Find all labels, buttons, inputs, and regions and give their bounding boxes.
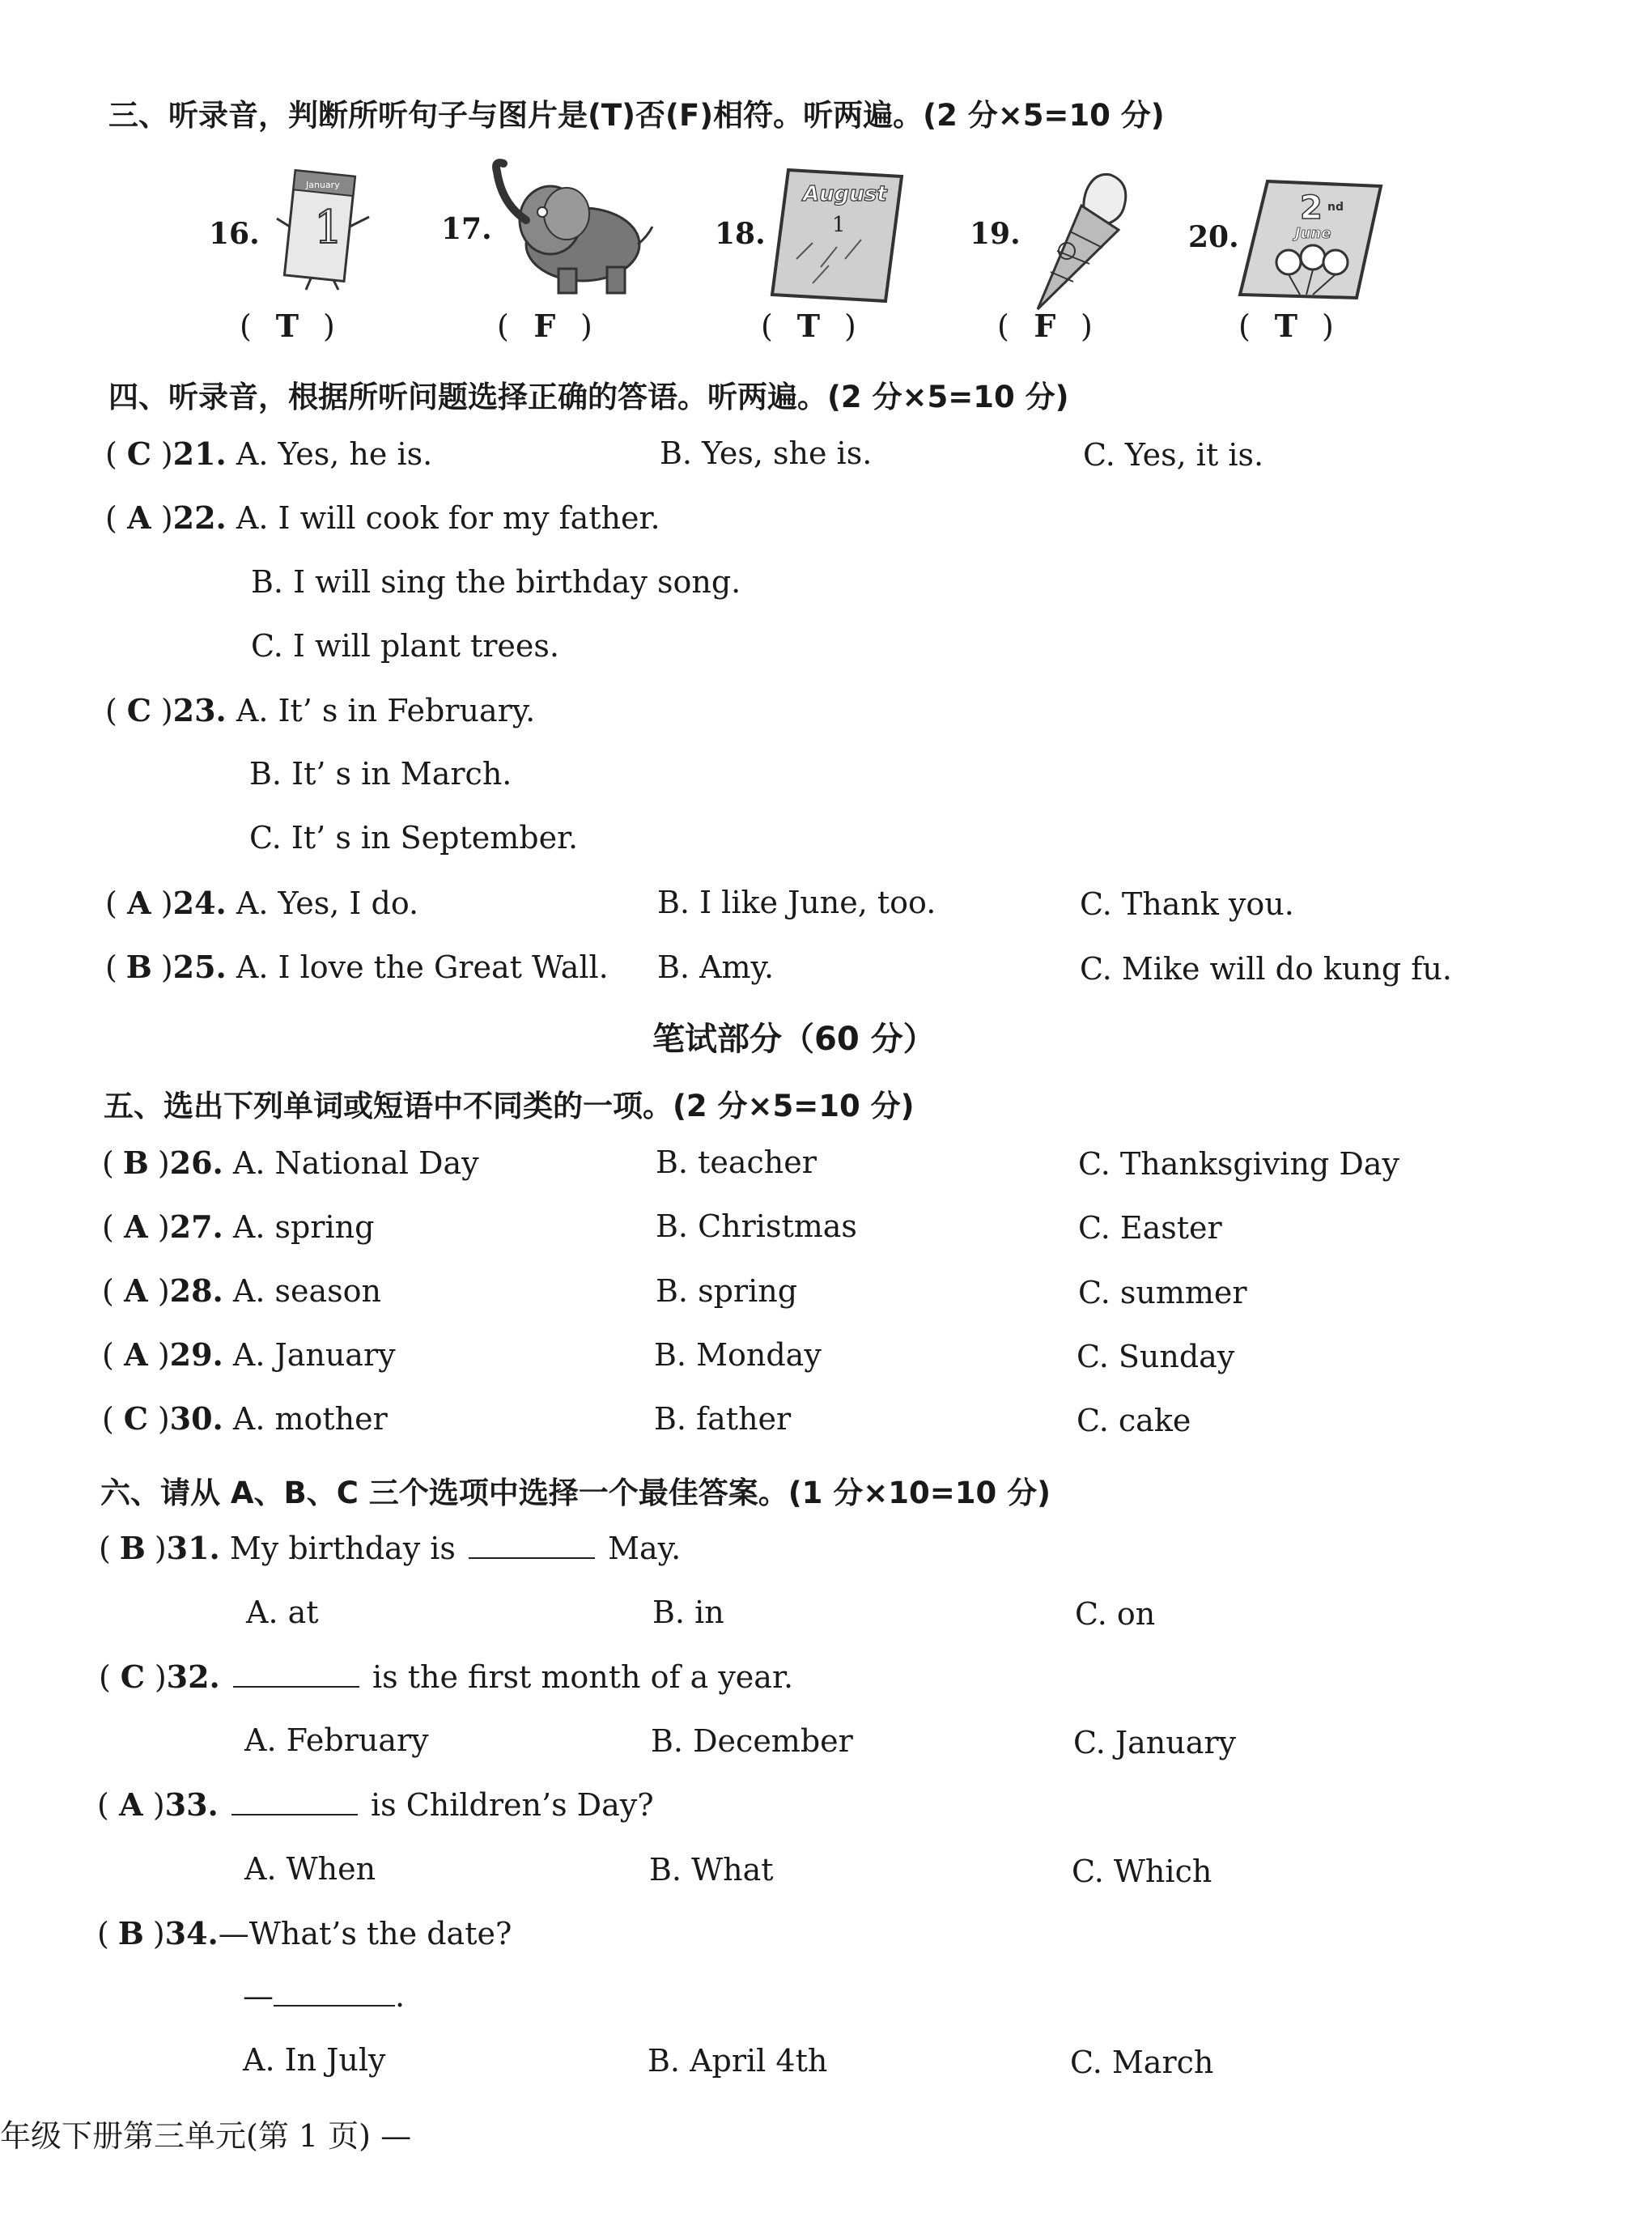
- q30-answer: C: [123, 1400, 148, 1437]
- q32-stem: ( C )32. is the first month of a year.: [99, 1658, 794, 1695]
- q34-option-a: A. In July: [243, 2042, 386, 2078]
- q23-option-c: C. It’ s in September.: [249, 820, 579, 856]
- q22-stem: ( A )22. A. I will cook for my father.: [105, 499, 660, 536]
- q34-stem: ( B )34.—What’s the date?: [97, 1915, 512, 1951]
- page-footer: 年级下册第三单元(第 1 页) —: [0, 2118, 412, 2154]
- q28-option-c: C. summer: [1078, 1275, 1247, 1310]
- calendar-month-label: June: [1295, 225, 1331, 242]
- q24-option-c: C. Thank you.: [1080, 886, 1294, 922]
- item19-answer: ( F ): [997, 308, 1093, 344]
- q21-stem: ( C )21. A. Yes, he is.: [105, 435, 433, 472]
- q30-option-c: C. cake: [1077, 1403, 1191, 1438]
- q21-option-b: B. Yes, she is.: [660, 435, 873, 471]
- q24-option-a: A. Yes, I do.: [236, 885, 419, 921]
- q30-stem: ( C )30. A. mother: [102, 1400, 388, 1437]
- q23-option-a: A. It’ s in February.: [236, 693, 536, 728]
- q24-number: 24.: [172, 885, 227, 921]
- q22-option-a: A. I will cook for my father.: [236, 500, 660, 536]
- q33-option-a: A. When: [244, 1851, 376, 1887]
- calendar-day-label: 1: [314, 202, 343, 254]
- q26-option-b: B. teacher: [656, 1144, 817, 1180]
- q29-option-c: C. Sunday: [1077, 1339, 1235, 1374]
- q21-number: 21.: [172, 435, 227, 472]
- q32-blank: [233, 1662, 359, 1688]
- q32-option-a: A. February: [244, 1722, 429, 1758]
- q34-answer: B: [117, 1915, 144, 1951]
- q24-stem: ( A )24. A. Yes, I do.: [105, 885, 419, 921]
- section3-heading: 三、听录音，判断所听句子与图片是(T)否(F)相符。听两遍。(2 分×5=10 分): [108, 98, 1165, 133]
- q31-option-a: A. at: [246, 1595, 319, 1630]
- q26-option-c: C. Thanksgiving Day: [1078, 1146, 1399, 1182]
- q32-answer: C: [120, 1658, 145, 1695]
- calendar-day-label: 1: [832, 213, 846, 237]
- q25-option-a: A. I love the Great Wall.: [236, 949, 609, 985]
- q30-option-a: A. mother: [232, 1401, 388, 1437]
- q27-option-b: B. Christmas: [656, 1208, 857, 1244]
- item20-answer: ( T ): [1238, 308, 1334, 344]
- q23-option-b: B. It’ s in March.: [249, 756, 512, 792]
- q23-stem: ( C )23. A. It’ s in February.: [105, 692, 536, 728]
- written-part-title: 笔试部分（60 分）: [652, 1021, 936, 1058]
- calendar-day-label: 2: [1300, 189, 1323, 227]
- q25-answer: B: [125, 949, 152, 985]
- item18-number: 18.: [715, 217, 766, 251]
- calendar-month-label: August: [803, 182, 887, 206]
- q21-option-c: C. Yes, it is.: [1083, 437, 1264, 473]
- q31-answer: B: [119, 1530, 146, 1566]
- q28-option-b: B. spring: [656, 1273, 798, 1309]
- q28-stem: ( A )28. A. season: [102, 1272, 381, 1309]
- q21-option-a: A. Yes, he is.: [236, 436, 433, 472]
- q27-stem: ( A )27. A. spring: [102, 1208, 375, 1245]
- january-calendar-icon: [274, 162, 379, 291]
- q23-answer: C: [126, 692, 151, 728]
- q33-option-b: B. What: [649, 1852, 774, 1888]
- q31-option-c: C. on: [1075, 1596, 1156, 1632]
- calendar-month-label: January: [306, 180, 340, 190]
- ice-cream-icon: [1021, 167, 1135, 312]
- q25-stem: ( B )25. A. I love the Great Wall.: [105, 949, 609, 985]
- q34-option-c: C. March: [1070, 2045, 1214, 2080]
- q26-stem: ( B )26. A. National Day: [102, 1144, 479, 1181]
- q32-option-b: B. December: [651, 1723, 853, 1759]
- q29-option-a: A. January: [232, 1337, 396, 1373]
- august-calendar-icon: [764, 162, 910, 308]
- q28-answer: A: [124, 1272, 148, 1309]
- q28-option-a: A. season: [232, 1273, 381, 1309]
- q23-number: 23.: [172, 692, 227, 728]
- q34-option-b: B. April 4th: [648, 2043, 828, 2079]
- q22-number: 22.: [172, 499, 227, 536]
- q25-number: 25.: [172, 949, 227, 985]
- section6-heading: 六、请从 A、B、C 三个选项中选择一个最佳答案。(1 分×10=10 分): [100, 1476, 1051, 1510]
- section4-heading: 四、听录音，根据所听问题选择正确的答语。听两遍。(2 分×5=10 分): [108, 380, 1069, 414]
- item17-number: 17.: [441, 212, 492, 246]
- item16-number: 16.: [209, 217, 260, 251]
- q31-blank: [469, 1533, 595, 1559]
- q33-answer: A: [119, 1786, 143, 1823]
- item16-answer: ( T ): [240, 308, 335, 344]
- q22-option-b: B. I will sing the birthday song.: [251, 564, 741, 600]
- q33-stem: ( A )33. is Children’s Day?: [97, 1786, 654, 1823]
- q33-blank: [231, 1790, 358, 1815]
- q24-answer: A: [127, 885, 151, 921]
- q34-reply-blank: — .: [243, 1978, 406, 2014]
- q29-option-b: B. Monday: [654, 1337, 822, 1373]
- q32-option-c: C. January: [1073, 1725, 1237, 1760]
- q31-stem: ( B )31. My birthday is May.: [99, 1530, 682, 1566]
- elephant-icon: [486, 155, 656, 301]
- item17-answer: ( F ): [497, 308, 592, 344]
- section5-heading: 五、选出下列单词或短语中不同类的一项。(2 分×5=10 分): [104, 1089, 915, 1123]
- q22-option-c: C. I will plant trees.: [251, 628, 559, 664]
- q25-option-c: C. Mike will do kung fu.: [1080, 951, 1452, 987]
- q29-answer: A: [124, 1336, 148, 1373]
- q27-answer: A: [124, 1208, 148, 1245]
- item18-answer: ( T ): [761, 308, 856, 344]
- calendar-suffix-label: nd: [1327, 201, 1344, 214]
- q30-option-b: B. father: [654, 1401, 792, 1437]
- item20-number: 20.: [1188, 220, 1239, 254]
- q31-option-b: B. in: [652, 1595, 724, 1630]
- q33-option-c: C. Which: [1072, 1854, 1212, 1889]
- q26-answer: B: [122, 1144, 149, 1181]
- q29-stem: ( A )29. A. January: [102, 1336, 396, 1373]
- item19-number: 19.: [970, 217, 1021, 251]
- q21-answer: C: [126, 435, 151, 472]
- q27-option-a: A. spring: [232, 1209, 375, 1245]
- q24-option-b: B. I like June, too.: [657, 885, 936, 920]
- q26-option-a: A. National Day: [232, 1145, 479, 1181]
- q27-option-c: C. Easter: [1078, 1210, 1222, 1246]
- june-calendar-icon: [1235, 176, 1389, 306]
- q25-option-b: B. Amy.: [657, 949, 775, 985]
- q22-answer: A: [127, 499, 151, 536]
